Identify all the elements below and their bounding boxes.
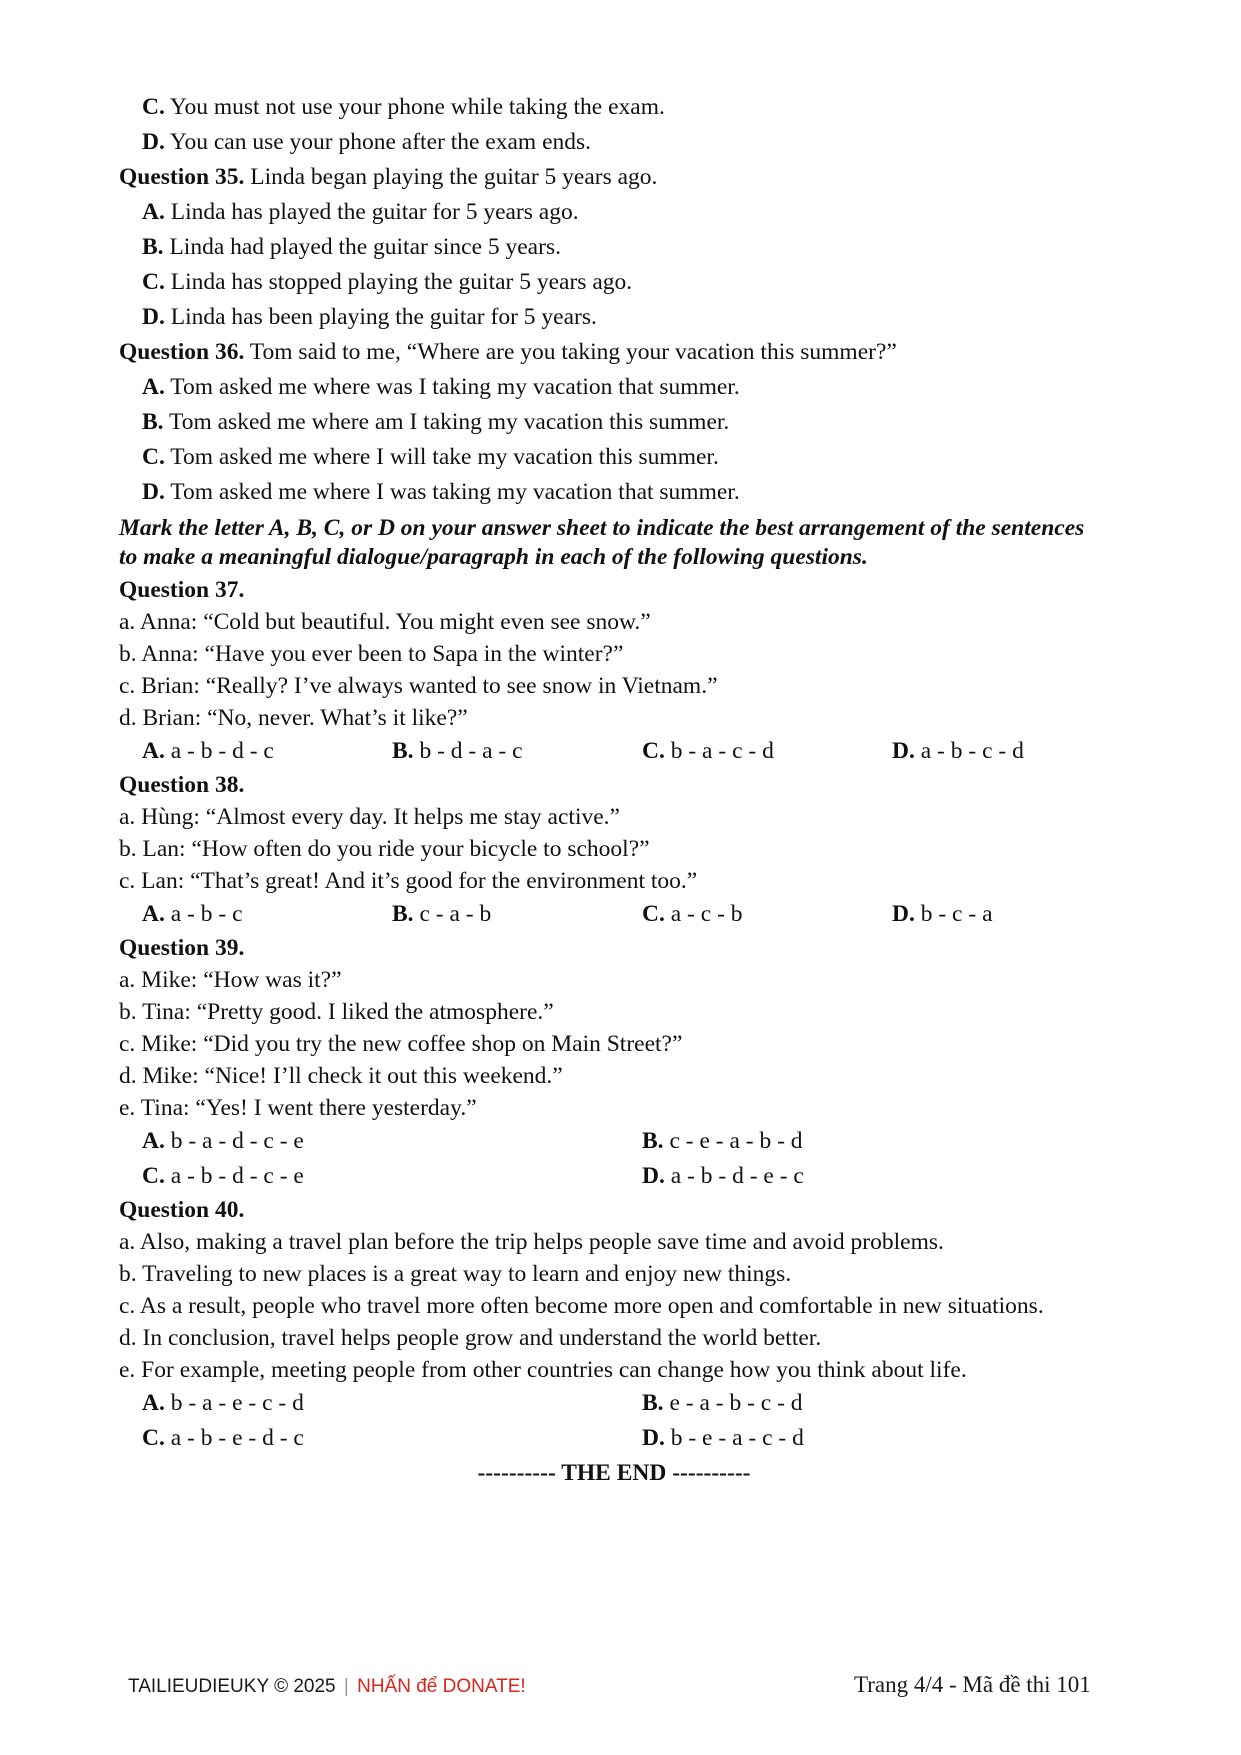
q38-option-d: D. b - c - a [892,901,993,927]
q37-line-a: a. Anna: “Cold but beautiful. You might even see snow.” [119,609,651,635]
exam-page-content [119,90,1139,1491]
q39-options-row-1 [119,1124,1139,1159]
q36-option-d: D. Tom asked me where I was taking my vacation that summer. [142,479,740,505]
q38-option-c: C. a - c - b [642,901,743,927]
q38-line-a: a. Hùng: “Almost every day. It helps me stay active.” [119,804,620,830]
question-38-label: Question 38. [119,772,245,798]
question-40-label: Question 40. [119,1197,245,1223]
q37-option-b: B. b - d - a - c [392,738,523,764]
q34-option-c: C. You must not use your phone while taking the exam. [142,94,665,120]
instruction-line-1: Mark the letter A, B, C, or D on your answer sheet to indicate the best arrangement of the sentences [119,515,1085,541]
donate-link[interactable]: NHẤN để DONATE! [357,1676,526,1697]
question-39-label: Question 39. [119,935,245,961]
q35-option-c: C. Linda has stopped playing the guitar 5 years ago. [142,269,633,295]
q36-option-b: B. Tom asked me where am I taking my vacation this summer. [142,409,730,435]
q40-line-a: a. Also, making a travel plan before the trip helps people save time and avoid problems. [119,1229,944,1255]
the-end-marker: ---------- THE END ---------- [477,1460,751,1486]
q40-option-a: A. b - a - e - c - d [142,1390,304,1416]
q39-line-b: b. Tina: “Pretty good. I liked the atmosphere.” [119,999,554,1025]
section-instruction [119,514,1139,572]
question-35-stem: Question 35. Linda began playing the guitar 5 years ago. [119,164,658,190]
q40-line-b: b. Traveling to new places is a great way to learn and enjoy new things. [119,1261,792,1287]
q35-option-d: D. Linda has been playing the guitar for 5 years. [142,304,597,330]
q39-line-d: d. Mike: “Nice! I’ll check it out this weekend.” [119,1063,563,1089]
q40-option-d: D. b - e - a - c - d [642,1425,804,1451]
q40-option-b: B. e - a - b - c - d [642,1390,803,1416]
q37-line-b: b. Anna: “Have you ever been to Sapa in the winter?” [119,641,624,667]
q39-options-row-2 [119,1159,1139,1194]
q36-option-c: C. Tom asked me where I will take my vacation this summer. [142,444,719,470]
q40-line-e: e. For example, meeting people from other countries can change how you think about life. [119,1357,967,1383]
question-36-stem: Question 36. Tom said to me, “Where are you taking your vacation this summer?” [119,339,897,365]
q40-options-row-2 [119,1421,1139,1456]
footer-separator: | [343,1676,349,1697]
q37-options-row [119,734,1139,769]
q39-option-a: A. b - a - d - c - e [142,1128,304,1154]
q37-option-c: C. b - a - c - d [642,738,774,764]
q40-line-c: c. As a result, people who travel more often become more open and comfortable in new situations. [119,1293,1044,1319]
q38-option-a: A. a - b - c [142,901,243,927]
q37-line-c: c. Brian: “Really? I’ve always wanted to see snow in Vietnam.” [119,673,718,699]
q38-line-b: b. Lan: “How often do you ride your bicycle to school?” [119,836,650,862]
q35-option-a: A. Linda has played the guitar for 5 years ago. [142,199,579,225]
q38-line-c: c. Lan: “That’s great! And it’s good for the environment too.” [119,868,698,894]
q39-option-b: B. c - e - a - b - d [642,1128,803,1154]
q40-options-row-1 [119,1386,1139,1421]
q39-line-c: c. Mike: “Did you try the new coffee shop on Main Street?” [119,1031,683,1057]
q39-option-c: C. a - b - d - c - e [142,1163,304,1189]
question-37-label: Question 37. [119,577,245,603]
q39-line-a: a. Mike: “How was it?” [119,967,342,993]
q38-options-row [119,897,1139,932]
q37-option-a: A. a - b - d - c [142,738,274,764]
q37-line-d: d. Brian: “No, never. What’s it like?” [119,705,468,731]
q35-option-b: B. Linda had played the guitar since 5 years. [142,234,561,260]
q39-line-e: e. Tina: “Yes! I went there yesterday.” [119,1095,477,1121]
q40-option-c: C. a - b - e - d - c [142,1425,304,1451]
instruction-line-2: to make a meaningful dialogue/paragraph in each of the following questions. [119,544,868,570]
q34-option-d: D. You can use your phone after the exam ends. [142,129,592,155]
q40-line-d: d. In conclusion, travel helps people grow and understand the world better. [119,1325,822,1351]
q38-option-b: B. c - a - b [392,901,492,927]
q36-option-a: A. Tom asked me where was I taking my vacation that summer. [142,374,740,400]
q39-option-d: D. a - b - d - e - c [642,1163,804,1189]
footer-brand [128,1676,526,1698]
footer-brand-text: TAILIEUDIEUKY © 2025 [128,1676,336,1697]
footer-page-info: Trang 4/4 - Mã đề thi 101 [854,1672,1091,1697]
q37-option-d: D. a - b - c - d [892,738,1024,764]
